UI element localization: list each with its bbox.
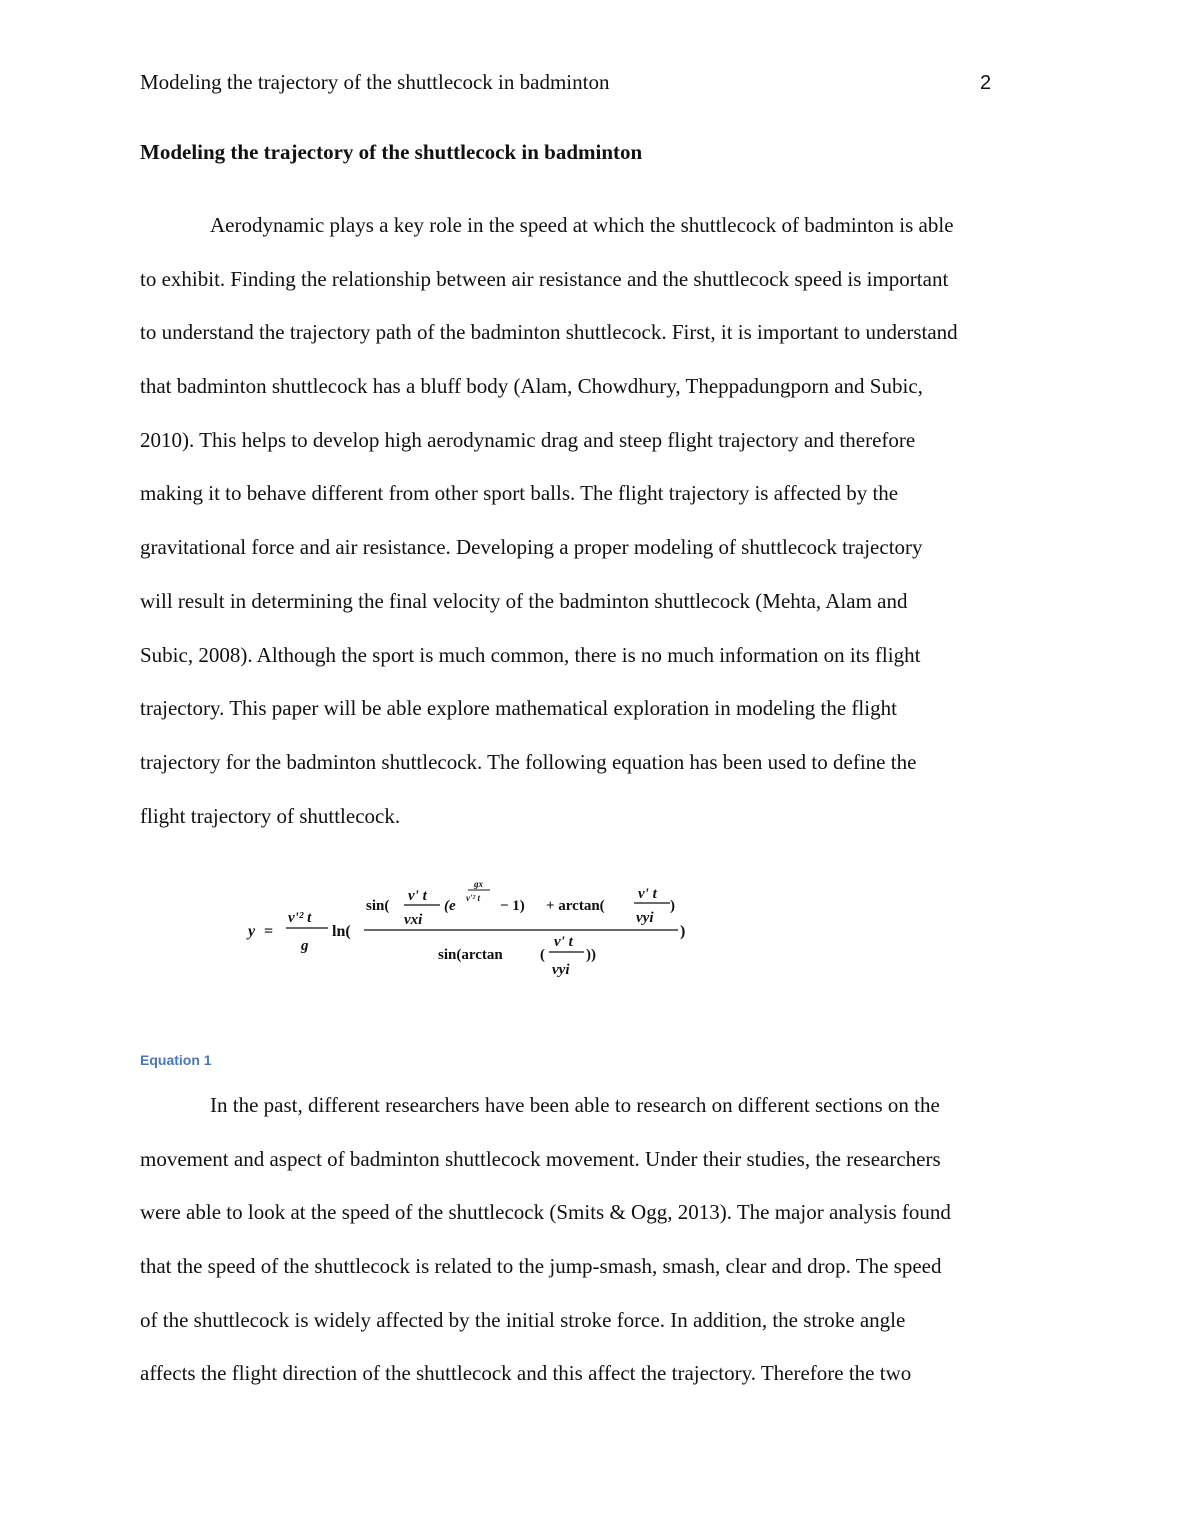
paragraph-line: will result in determining the final velocity of the badminton shuttlecock (Mehta, Alam and — [140, 588, 908, 613]
document-title: Modeling the trajectory of the shuttlecock in badminton — [140, 140, 643, 164]
eq-lhs: y — [248, 923, 256, 940]
eq-den-close: )) — [586, 947, 596, 963]
eq-equals: = — [264, 923, 274, 940]
eq-plus-arctan: + arctan( — [546, 898, 605, 914]
eq-frac2-numerator: v' t — [638, 886, 657, 902]
paragraph-line: of the shuttlecock is widely affected by the initial stroke force. In addition, the stroke angle — [140, 1307, 906, 1332]
paragraph-line: trajectory. This paper will be able explore mathematical exploration in modeling the flight — [140, 696, 897, 721]
equation-caption: Equation 1 — [140, 1052, 212, 1068]
eq-exp-open: (e — [444, 898, 456, 914]
eq-frac2-close: ) — [670, 898, 675, 914]
paragraph-line: making it to behave different from other sport balls. The flight trajectory is affected by the — [140, 481, 899, 506]
eq-frac3-numerator: v' t — [554, 934, 573, 950]
eq-frac1-numerator: v' t — [408, 888, 427, 904]
paragraph-line: trajectory for the badminton shuttlecock. The following equation has been used to define the — [140, 749, 917, 774]
eq-outer-close: ) — [680, 923, 686, 940]
eq-sin-open: sin( — [366, 898, 390, 914]
eq-minus-one: − 1) — [500, 898, 525, 914]
paragraph-line: Aerodynamic plays a key role in the speed at which the shuttlecock of badminton is able — [210, 213, 954, 237]
paragraph-line: gravitational force and air resistance. Developing a proper modeling of shuttlecock trajectory — [140, 535, 923, 560]
paragraph-line: that badminton shuttlecock has a bluff body (Alam, Chowdhury, Theppadungporn and Subic, — [140, 374, 923, 399]
paragraph-line: In the past, different researchers have been able to research on different sections on the — [210, 1093, 940, 1117]
eq-den-open: ( — [540, 947, 545, 963]
eq-exp-numerator: gx — [474, 879, 483, 889]
running-head: Modeling the trajectory of the shuttlecock in badminton — [140, 70, 610, 94]
paragraph-line: were able to look at the speed of the shuttlecock (Smits & Ogg, 2013). The major analysis found — [140, 1200, 951, 1225]
eq-coef-denominator: g — [301, 938, 309, 954]
paragraph-line: movement and aspect of badminton shuttlecock movement. Under their studies, the researchers — [140, 1146, 941, 1171]
trajectory-equation — [240, 872, 700, 984]
paragraph-line: flight trajectory of shuttlecock. — [140, 803, 401, 828]
paragraph-line: to understand the trajectory path of the badminton shuttlecock. First, it is important to understand — [140, 320, 958, 345]
paragraph-line: to exhibit. Finding the relationship between air resistance and the shuttlecock speed is important — [140, 266, 949, 291]
paragraph-line: that the speed of the shuttlecock is related to the jump-smash, smash, clear and drop. The speed — [140, 1254, 942, 1279]
eq-ln: ln( — [332, 923, 351, 940]
paragraph-2 — [140, 1079, 1052, 1401]
eq-den-sin-arctan: sin(arctan — [438, 947, 503, 963]
paragraph-1 — [140, 199, 1052, 843]
eq-frac1-denominator: vxi — [404, 912, 423, 928]
paragraph-line: Subic, 2008). Although the sport is much common, there is no much information on its flight — [140, 642, 921, 667]
paragraph-line: 2010). This helps to develop high aerodynamic drag and steep flight trajectory and therefore — [140, 427, 916, 452]
eq-frac2-denominator: vyi — [636, 910, 654, 926]
eq-frac3-denominator: vyi — [552, 962, 570, 978]
page-number: 2 — [980, 72, 992, 94]
eq-coef-numerator: v'² t — [288, 910, 312, 926]
paragraph-line: affects the flight direction of the shuttlecock and this affect the trajectory. Therefore the two — [140, 1361, 912, 1386]
eq-exp-denominator: v'² t — [466, 893, 480, 903]
